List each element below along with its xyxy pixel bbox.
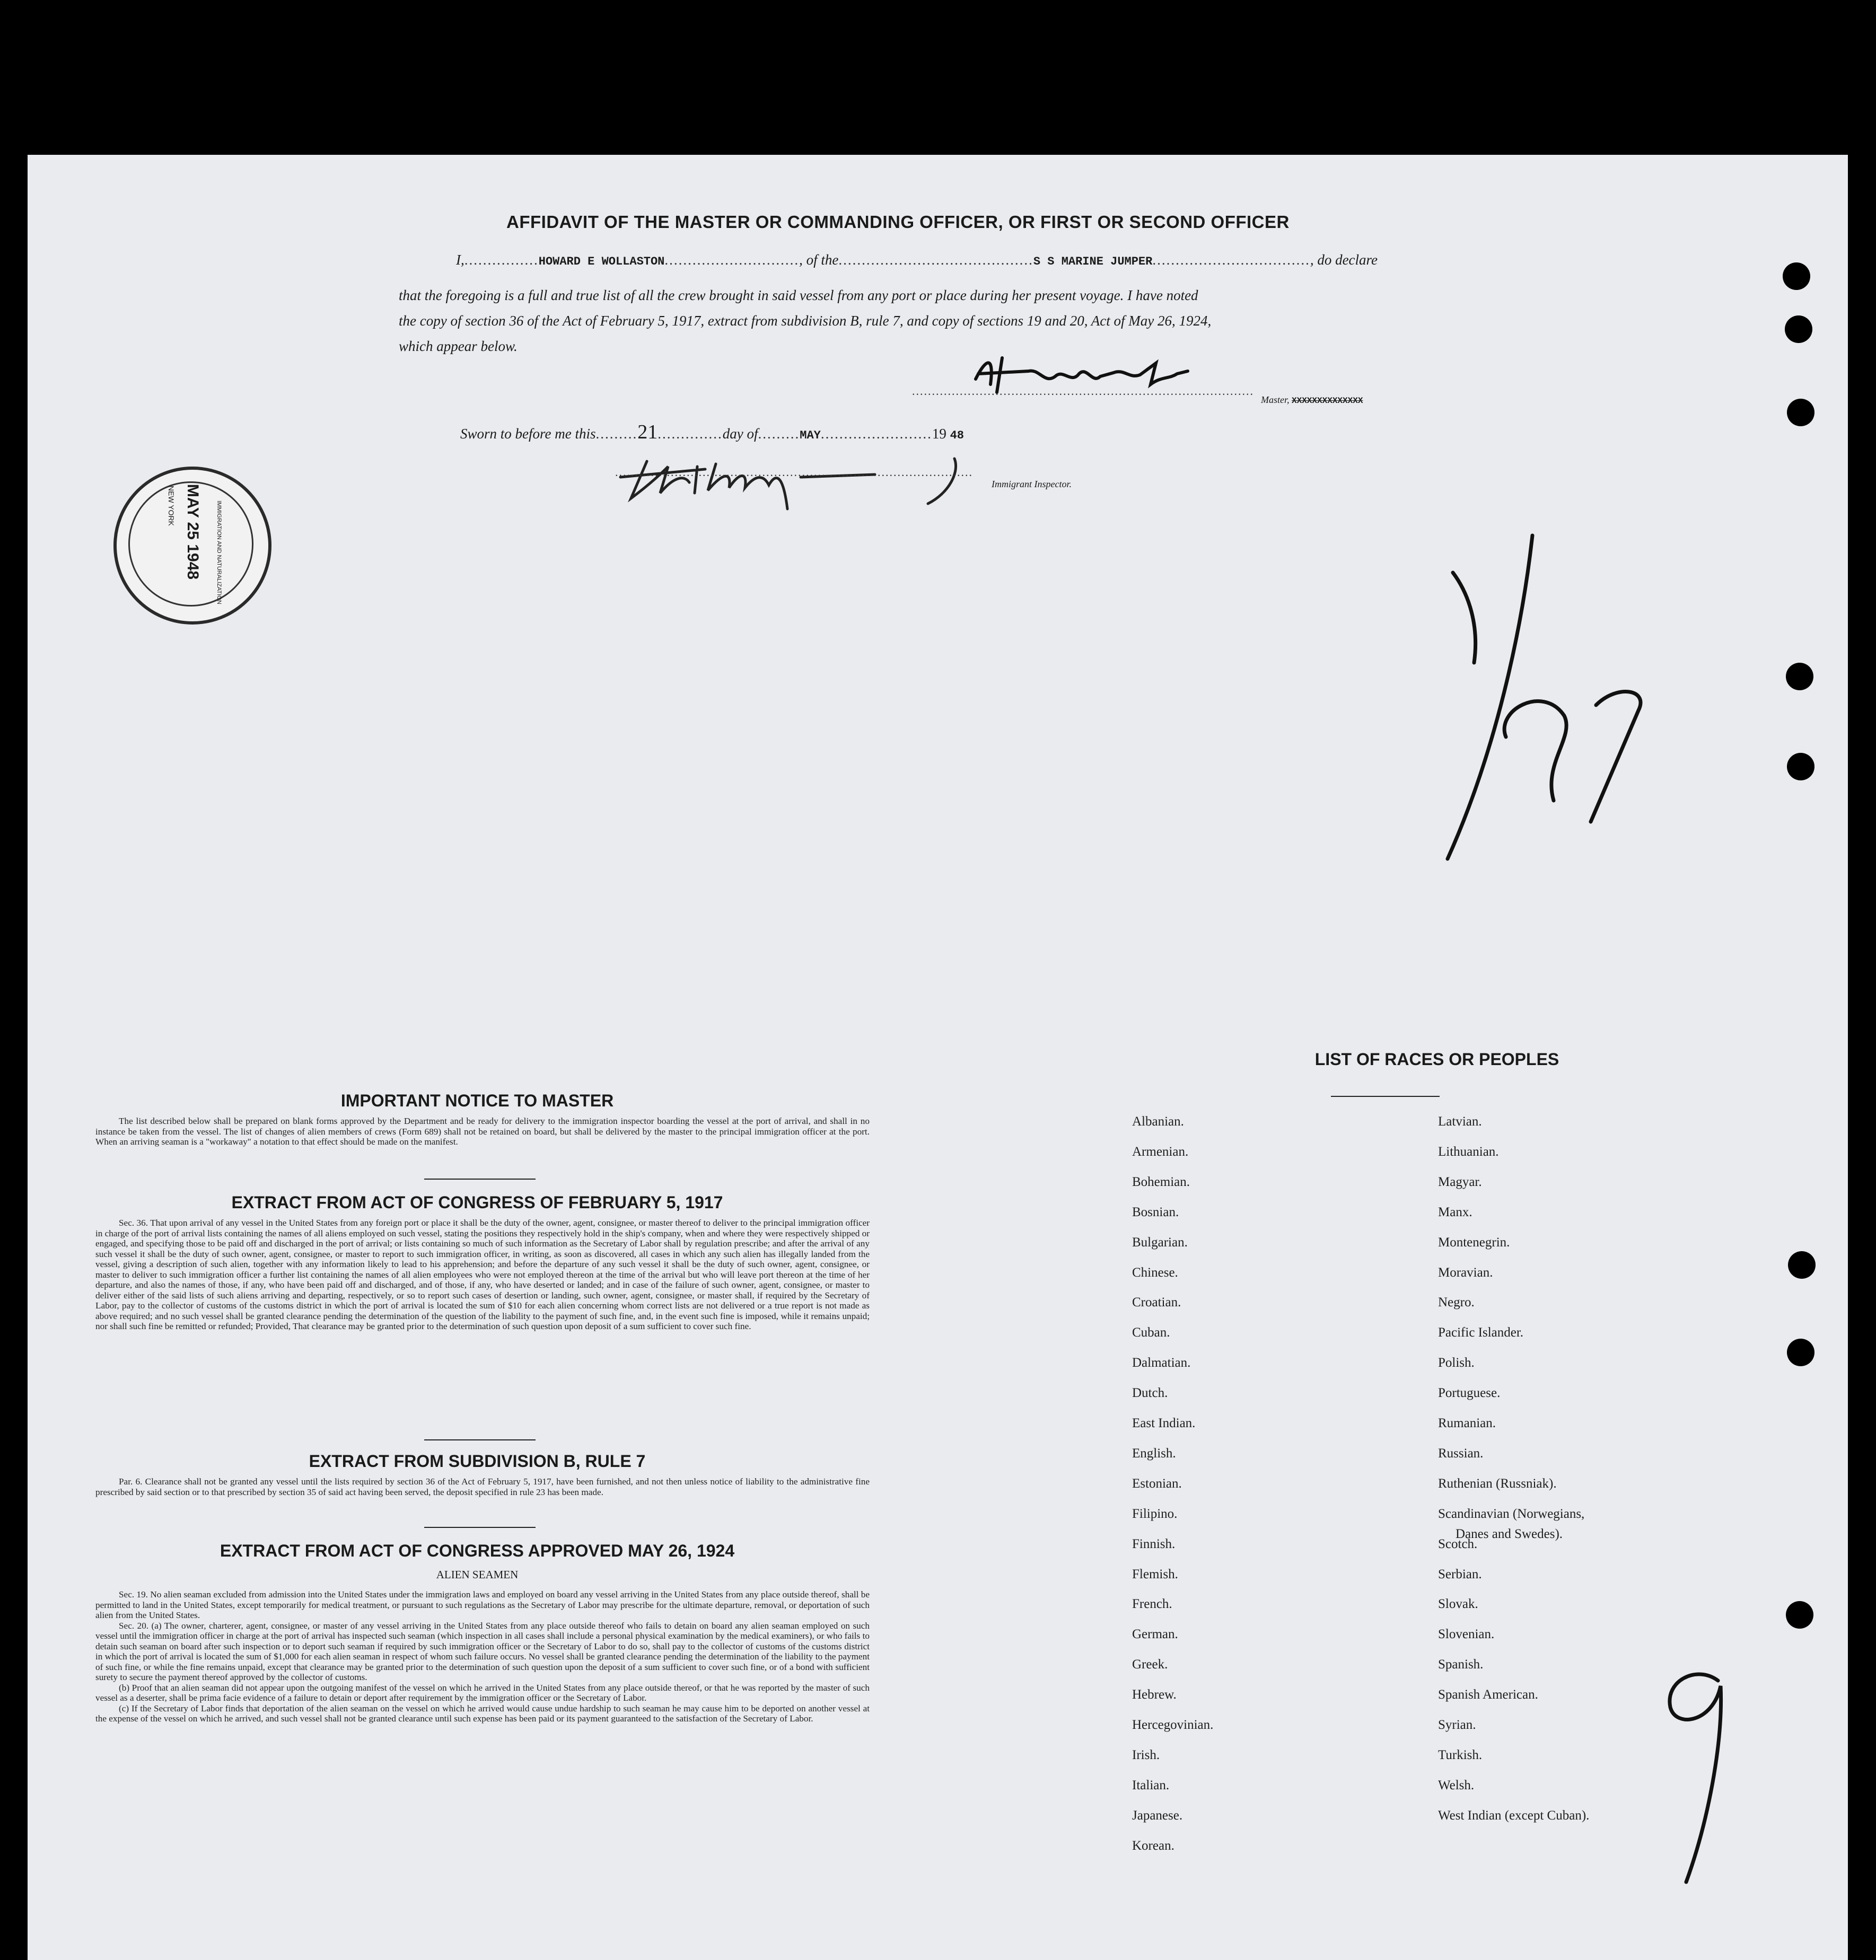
race-item: Bulgarian. (1132, 1235, 1188, 1250)
race-item: Cuban. (1132, 1325, 1170, 1340)
section-divider (424, 1439, 536, 1440)
race-item: Portuguese. (1438, 1386, 1501, 1401)
handwritten-page-mark (1437, 525, 1713, 864)
rule-7-text: Par. 6. Clearance shall not be granted any vessel until the lists required by section 36 of the Act of February 5, 1917, have been furnished, and not then unless notice of liability to the administrative fine prescribed by said section or to that prescribed by section 35 of said act having been served, the deposit specified in rule 23 has been made. (95, 1476, 870, 1497)
race-item: Dutch. (1132, 1386, 1168, 1401)
race-item: Polish. (1438, 1356, 1475, 1370)
race-item: Syrian. (1438, 1718, 1476, 1732)
sworn-year: 48 (950, 429, 965, 442)
race-item: Irish. (1132, 1747, 1160, 1762)
race-item: Italian. (1132, 1778, 1170, 1792)
race-item: Scotch. (1438, 1536, 1478, 1551)
race-item: Spanish American. (1438, 1687, 1538, 1702)
race-item: Rumanian. (1438, 1416, 1496, 1430)
race-item: Bohemian. (1132, 1174, 1190, 1189)
race-item: Pacific Islander. (1438, 1325, 1524, 1340)
race-item: Welsh. (1438, 1778, 1475, 1792)
race-item: Korean. (1132, 1838, 1174, 1853)
alien-seamen-subheading: ALIEN SEAMEN (436, 1568, 519, 1581)
race-item: Negro. (1438, 1295, 1475, 1310)
sworn-month: MAY (800, 429, 821, 442)
binder-hole (1785, 315, 1812, 343)
race-item: Greek. (1132, 1657, 1168, 1672)
race-item: Magyar. (1438, 1174, 1482, 1189)
race-item: Filipino. (1132, 1506, 1178, 1521)
race-item: Montenegrin. (1438, 1235, 1510, 1250)
binder-hole (1783, 262, 1810, 290)
race-item: Lithuanian. (1438, 1144, 1499, 1159)
sec-20b: (b) Proof that an alien seaman did not appear upon the outgoing manifest of the vessel on which he arrived in the United States from any place outside thereof, or that he was reported by the master of such vessel as a deserter, shall be prima facie evidence of a failure to detain or deport after requirement by the immigration officer or the Secretary of Labor. (95, 1682, 870, 1703)
race-item: Latvian. (1438, 1114, 1482, 1129)
race-item: Danes and Swedes). (1456, 1526, 1563, 1541)
declaration-line-4: which appear below. (399, 338, 518, 354)
stamp-date: MAY 25 1948 (184, 484, 201, 580)
race-item: French. (1132, 1597, 1172, 1612)
binder-hole (1787, 399, 1814, 426)
section-divider (424, 1527, 536, 1528)
race-item: Slovenian. (1438, 1627, 1495, 1642)
stamp-city: NEW YORK (167, 486, 176, 526)
rule-7-heading: EXTRACT FROM SUBDIVISION B, RULE 7 (309, 1452, 646, 1471)
race-item: Bosnian. (1132, 1205, 1179, 1219)
race-item: West Indian (except Cuban). (1438, 1808, 1590, 1823)
inspector-signature-line: .......................................................................................... (615, 465, 973, 479)
stamp-office: IMMIGRATION AND NATURALIZATION (216, 500, 222, 604)
binder-hole (1787, 753, 1814, 780)
binder-hole (1786, 663, 1813, 690)
races-heading: LIST OF RACES OR PEOPLES (1314, 1050, 1559, 1069)
race-item: Spanish. (1438, 1657, 1484, 1672)
race-item: Moravian. (1438, 1265, 1493, 1280)
declaration-line-2: that the foregoing is a full and true list of all the crew brought in said vessel from any port or place during her present voyage. I have noted (399, 287, 1198, 303)
race-item: English. (1132, 1446, 1176, 1461)
race-item: Armenian. (1132, 1144, 1189, 1159)
extract-1917-text: Sec. 36. That upon arrival of any vessel in the United States from any foreign port or place it shall be the duty of the owner, agent, consignee, or master thereof to deliver to the principal immigration officer in charge of the port of arrival lists containing the names of all aliens employed on such vessel, stating the positions they respectively hold in the ship's company, when and where they were respectively shipped or engaged, and specifying those to be paid off and discharged in the port of arrival; or lists containing so much of such information as the Secretary of Labor shall by regulation prescribe; and after the arrival of any such vessel it shall be the duty of such owner, agent, consignee, or master to report to such immigration officer, in writing, as soon as discovered, all cases in which any such alien has illegally landed from the vessel, giving a description of such alien, together with any information likely to lead to his apprehension; and before the departure of any such vessel it shall be the duty of such owner, agent, consignee, or master to deliver to such immigration officer a further list containing the names of all alien employees who were not employed thereon at the time of the arrival but who will leave port thereon at the time of her departure, and also the names of those, if any, who have been paid off and discharged, and of those, if any, who have deserted or landed; and in case of the failure of such owner, agent, consignee, or master to deliver either of the said lists of such aliens arriving and departing, respectively, or so to report such cases of desertion or landing, such owner, agent, consignee, or master shall, if required by the Secretary of Labor, pay to the collector of customs of the customs district in which the port of arrival is located the sum of $10 for each alien concerning whom correct lists are not delivered or a true report is not made as above required; and no such vessel shall be granted clearance pending the determination of the question of the liability to the payment of such fine, and, in the event such fine is imposed, while it remains unpaid; nor shall such fine be remitted or refunded; Provided, That clearance may be granted prior to the determination of such question upon deposit of a sum sufficient to cover such fine. (95, 1218, 870, 1331)
sec-20c: (c) If the Secretary of Labor finds that deportation of the alien seaman on the vessel on which he arrived would cause undue hardship to such seaman he may cause him to be deported on another vessel at the expense of the vessel on which he arrived, and such vessel shall not be granted clearance until such expense has been paid or its payment guaranteed to the satisfaction of the Secretary of Labor. (95, 1703, 870, 1724)
race-item: East Indian. (1132, 1416, 1196, 1430)
binder-hole (1787, 1339, 1814, 1366)
vessel-name: S S MARINE JUMPER (1033, 255, 1153, 268)
races-heading-rule (1331, 1096, 1440, 1097)
race-item: Hercegovinian. (1132, 1718, 1214, 1732)
race-item: Estonian. (1132, 1476, 1182, 1491)
race-item: Slovak. (1438, 1597, 1478, 1612)
race-item: Russian. (1438, 1446, 1484, 1461)
declaration-line-1: I,................HOWARD E WOLLASTON............................., of the..........................................S S MARINE JUMPER.................................., do declare (456, 252, 1378, 268)
handwritten-page-number (1654, 1665, 1739, 1887)
notice-heading: IMPORTANT NOTICE TO MASTER (340, 1091, 614, 1110)
master-name: HOWARD E WOLLASTON (538, 255, 665, 268)
race-item: Albanian. (1132, 1114, 1184, 1129)
race-item: Turkish. (1438, 1747, 1483, 1762)
sworn-line: Sworn to before me this.........21..............day of.........MAY........................19 48 (460, 421, 965, 443)
sworn-day: 21 (637, 421, 658, 443)
binder-hole (1786, 1601, 1813, 1629)
sec-19: Sec. 19. No alien seaman excluded from admission into the United States under the immigration laws and employed on board any vessel arriving in the United States from any place outside thereof, shall be permitted to land in the United States, except temporarily for medical treatment, or pursuant to such regulations as the Secretary of Labor may prescribe for the ultimate departure, removal, or deportation of such alien from the United States. (95, 1589, 870, 1620)
sec-20a: Sec. 20. (a) The owner, charterer, agent, consignee, or master of any vessel arriving in the United States from any place outside thereof who fails to detain on board any alien seaman employed on such vessel until the immigration officer in charge at the port of arrival has inspected such seaman (which inspection in all cases shall include a personal physical examination by the medical examiners), or who fails to detain such seaman on board after such inspection or to deport such seaman if required by such immigration officer or the Secretary of Labor to do so, shall pay to the collector of customs of the customs district in which the port of arrival is located the sum of $1,000 for each alien seaman in respect of whom such failure occurs. No vessel shall be granted clearance pending the determination of the liability to the payment of such fine, or while the fine remains unpaid, except that clearance may be granted prior to the determination of such question upon the deposit of a sum sufficient to cover such fine, or of a bond with sufficient surety to secure the payment thereof approved by the collector of customs. (95, 1620, 870, 1682)
extract-1924-heading: EXTRACT FROM ACT OF CONGRESS APPROVED MAY 26, 1924 (220, 1541, 735, 1560)
race-item: Flemish. (1132, 1567, 1178, 1581)
race-item: Hebrew. (1132, 1687, 1177, 1702)
race-item: Manx. (1438, 1205, 1472, 1219)
race-item: Japanese. (1132, 1808, 1183, 1823)
master-label: Master, XXXXXXXXXXXXXX (1261, 394, 1363, 406)
extract-1924-text (95, 1589, 870, 1724)
binder-hole (1788, 1251, 1816, 1279)
declaration-line-3: the copy of section 36 of the Act of February 5, 1917, extract from subdivision B, rule 7, and copy of sections 19 and 20, Act of May 26, 1924, (399, 313, 1212, 329)
race-item: Scandinavian (Norwegians, (1438, 1506, 1585, 1521)
race-item: Serbian. (1438, 1567, 1482, 1581)
master-signature-line: ...................................................................................... (912, 384, 1254, 398)
affidavit-title: AFFIDAVIT OF THE MASTER OR COMMANDING OFFICER, OR FIRST OR SECOND OFFICER (506, 212, 1290, 232)
race-item: Dalmatian. (1132, 1356, 1191, 1370)
race-item: Chinese. (1132, 1265, 1178, 1280)
race-item: Croatian. (1132, 1295, 1181, 1310)
immigration-date-stamp (113, 467, 271, 625)
race-item: German. (1132, 1627, 1178, 1642)
race-item: Ruthenian (Russniak). (1438, 1476, 1557, 1491)
inspector-label: Immigrant Inspector. (992, 479, 1072, 489)
section-divider (424, 1179, 536, 1180)
race-item: Finnish. (1132, 1536, 1176, 1551)
notice-text: The list described below shall be prepared on blank forms approved by the Department and be ready for delivery to the immigration inspector boarding the vessel at the port of arrival, and shall in no instance be taken from the vessel. The list of changes of alien members of crews (Form 689) shall not be retained on board, but shall be delivered by the master to the principal immigration officer at the port. When an arriving seaman is a "workaway" a notation to that effect should be made on the manifest. (95, 1116, 870, 1147)
extract-1917-heading: EXTRACT FROM ACT OF CONGRESS OF FEBRUARY 5, 1917 (231, 1193, 723, 1212)
